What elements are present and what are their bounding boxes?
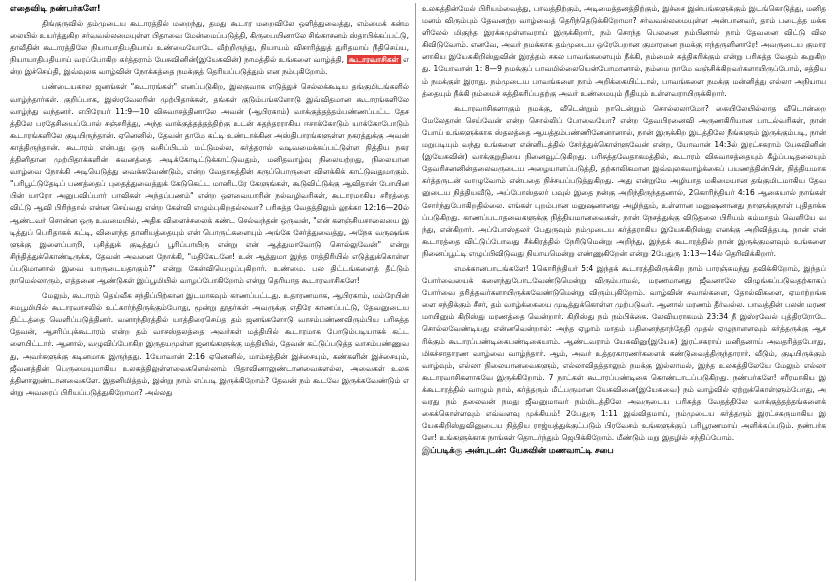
greeting-heading: எதைவிடி நண்பர்களே!	[10, 4, 101, 14]
signature: இப்படிக்கு அன்புடன்: யேசுவின் மணவாட்டி சபை	[422, 445, 614, 456]
heavenly-home-paragraph: கூடாரவாசிகளாகும் நமக்கு, வீடென்றும் நாடென்றும் சொல்லலாமோ? கையிலேயில்லாத வீடொன்றை மேலேதான் செய்வேன் என்ற சொல்லிப் போவையோ? என்ற தேவபிரனைவி அருணகிரியான பாடல்வரிகள், நான் போய் உங்களுக்காக ஸ்தலத்தை ஆயத்தம்பண்ணினேனானால், நான் இருக்கிற இடத்திலே நீங்களும் இருக்கும்படி, நான் மறுபடியும் வந்து உங்களை என்னிடத்தில் சேர்த்துக்கொள்ளுவேன் என்ற, யோவான் 14:3ல் இரட்சகராம் யேசுவினின் (இயேசுவின்) வாக்குறுதியை நினைவூட்டுகிறது. பரிசுத்தவேதாகமத்தில், கூடாரம் விசுவாசத்தையும் கீழ்ப்படிதலையும் தேவரிசனனின்தலைவருடைய அழையாளப்படுத்தி, தற்காலிகமான இவ்வுலகவாழ்க்கைப் பயணத்தின்பின், நித்தியமாக கர்த்தருடன் வாழுவோம் என்பதை நிச்சயப்படுத்துகிறது. அது என்றுமே அழியாத மகிமையான தங்குமிடமாகிய தேவனுடைய நித்தியவீடு, அப்போஸ்தலர் பவுல் இதை நன்கு அறிந்திருந்ததனால், 2கொரிந்தியர் 4:16 ஆகையால் நாங்கள் சோர்ந்துபோகிறதில்லை. எங்கள் புறம்பான மனுஷனானது அழிந்தும், உள்ளான மனுஷனானது நாளுக்குநாள் புதிதாக்கப்படுகிறது. காணப்படாதவைகளுக்கு நித்தியமானவைகள், நான் நேசத்துக்கு விடுதலை பிரியம் கம்மாதம் வெளியே வந்து, என்கிறார். அப்போஸ்தலர் பேதுருவும் நம்முடைய கர்த்தராகிய இயேசுகிறிஸ்து எனக்கு அறிவித்தபடி நான் என் கூடாரத்தை விட்டுப்போவது சீக்கிரத்தில் நேரிடுமென்று அறிந்து, இந்தக் கூடாரத்தில் நான் இருக்குமளவும் உங்களை நினைப்பூட்டி எழுப்பிவிடுவது நியாயமென்று எண்ணுகிறேன் என்று 2பேதுரு 1:13—14ல் தெரிவிக்கிறார்.	[422, 103, 826, 258]
right-column	[416, 3, 832, 581]
intro-text-b: என்ற இச்செய்தி, இவ்வுலக வாழ்வின் நோக்கத்தை நமக்குத் தெரியப்படுத்தும் என நம்புகிறோம்.	[10, 55, 409, 77]
divine-meeting-paragraph: மேலும், கூடாரம் தெய்வீக சந்திப்பிற்கான இடமாகவும் காணப்பட்டது. உதாரணமாக, ஆபிரகாம், மம்ரேயின் சமபூமியில் கூடாரவாசலில் உட்கார்ந்திருக்கும்போது, மூன்று தூதர்கள் அவருக்கு எதிரே காணப்பட்டு, தேவனுடைய திட்டத்தை வெளிப்படுத்தினர். வனாந்திரத்தில் யாத்திரைசெய்த தம் ஜனங்களோடு வாசம்பண்ணவிரும்பிய பரிசுத்த தேவன், ஆசரிப்புக்கூடாரம் என்ற தம் வாசஸ்தலத்தை அவர்கள் மத்தியில் கூடாரமாக போடும்படியாகக் கட்டளையிட்டார். ஆனால், வழுவிப்போகிற இருதயமுள்ள ஜனங்களுக்கு மத்தியில், தேவன் கட்டுப்படுத்த வாசம்பண்ணுவது, அவர்களுக்கு கடினமாக இருந்தது. 1யோவான் 2:16 ஏனெனில், மாம்சத்தின் இச்சையும், கண்களின் இச்சையும், ஜீவனத்தின் பெருமையுமாகிய உலகத்திலுள்ளவைகளெல்லாம் பிதாவினாலுண்டானவைகளல்ல, அவைகள் உலகத்தினாலுண்டானவைகளே. இதனிமித்தம், இன்று நாம் எப்படி இருக்கிறோம்? தேவன் நம் கூடவே இருக்கவேண்டும் என்று அவரைப் பிரியப்படுத்துகிறோமா? அல்லது	[10, 291, 409, 397]
lessons-paragraph: எமக்கானபாடங்களே! 1கொரிந்தியர் 5:4 இந்தக் கூடாரத்திலிருக்கிற நாம் பாரஞ்சுமந்து தவிக்கிறோம், இந்தப் போர்வையைக் களைந்துபோடவேண்டுமென்று விரும்பாமல், மரணமானது ஜீவனாலே விழுங்கப்படுவதற்காகப் போர்வை தரித்தவர்களாயிருக்கவேண்டுமென்று விரும்புகிறோம். வாழ்வின் சவால்களை, தோல்விகளை, ஏமாற்றங்களை சந்திக்கும் சீசர், தம் வாழ்க்கையை முடித்துக்கொள்ள முற்படுவர். ஆனால் மரணம் தீர்வல்ல. பாவத்தின் பலன் மரணமாயினும் கிறிஸ்து மரணத்தை வென்றார். கிறிஸ்து நம் நம்பிக்கை. லேவியராகமம் 23:34 நீ இஸ்ரவேல் புத்திரரோடே சொல்லவேண்டியது என்னவென்றால்: அந்த ஏழாம் மாதம் பதினைந்தாந்தேதி முதல் ஏழுநாளளவும் கர்த்தருக்கு ஆசரிக்கும் கூடாரப்பண்டிகைபண்டிகையாம். ஆண்டவராம் யேசுவினு(இயேசு) இரட்சகராய் மனிதனாய் அவதரித்தபோது, மிகச்சாதாரண வாழ்வை வாழ்ந்தார். ஆம், அவர் உத்தரகாரணர்களைக் கண்டுவைத்திருந்தாரார். வீடும், குடியிருக்கும் வாழ்வும், எல்லா நிலையானவைகளும், எல்லாவிதத்தாலும் நமக்கு இல்லாமல், இந்த உலகத்திலேயே மேலும் எல்லா கூடாரவாசிகளாகவே இருக்கிறோம். 7 நாட்கள் கூடாரப்பண்டிகை கொண்டாடப்படுகிறது. நண்பர்களே! சரீரமாகிய இக்கூடாரத்தில் வாழும் நாம், கர்த்தரும் மீட்பருமான யேசுவினை(இயேசுவை) நம் வாழ்வில் ஏற்றுக்கொள்ளும்போது, அவரது நம் தலைவன் நமது ஜீவனுமாவர் நம்மிடத்திலே அவருடைய பரிசுத்த வேதத்திலே வாக்குத்தத்தங்களைக் கைக்கொள்ளவும் எவ்வளவு முக்கியம்! 2பேதுரு 1:11 இவ்விதமாய், நம்முடைய கர்த்தரும் இரட்சகருமாகிய இயேசுகிறிஸ்துவினுடைய நித்திய ராஜ்யத்துக்குட்படும் பிரவேசம் உங்களுக்குப் பரிபூரணமாய் அளிக்கப்படும். நண்பர்களே! உங்களுக்காக நாங்கள் தொடர்ந்தும் ஜெபிக்கிறோம். மீண்டும் மறு இதழில் சந்திப்போம்.	[422, 263, 826, 443]
tent-history-paragraph: பண்டையகால ஜனங்கள் "கூடாரங்கள்" எனப்படுகிற, இலகுவாக எடுத்துச் செல்லக்கூடிய தங்குமிடங்களில் வாழ்ந்தார்கள். குறிப்பாக, இஸ்ரவேலரின் முற்பிதாக்கள், தங்கள் குடும்பங்களோடு இவ்விதமான கூடாரங்களிலே வாழ்ந்து வந்தனர். எபிரேயர் 11:9—10 விசுவாசத்தினாலே அவன் (ஆபிரகாம்) வாக்குத்தத்தம்பண்ணப்பட்ட தேசத்திலே பரதேசியைப்போல் சஞ்சரித்து, அந்த வாக்குத்தத்தத்திற்கு உடன் சுதந்தரராகிய ஈசாக்கோடும் யாக்கோபோடும் கூடாரங்களிலே குடியிருந்தான். ஏனெனில், தேவன் தாமே கட்டி உண்டாக்கின அஸ்திபாரங்களுள்ள நகரத்துக்கு அவன் காத்திருந்தான். கூடாரம் என்பது ஒரு வசிப்பிடம் மட்டுமல்ல, கர்த்தரால் வடிவமைக்கப்பட்டுள்ள நித்திய நகரத்தினிதான முற்பிதாக்களின் கவனத்தை அடிக்கோடிட்டுக்காட்டுவதும், மனிதவாழ்வு நிலையற்றது, நிலையான வாழ்வை நோக்கி அடியெடுத்து வைக்கவேண்டும், என்ற வேதாகத்தின் கருப்பொருளை விளக்கிக் காட்டுவதுமாகும். "பரிபூட்டுதேடிப் பணத்தைப் புதைத்துவைத்துக் கேடுகெட்ட மானிடரே கேளுங்கள், கூடுவிட்டுக்கு ஆவிதான் போயினபின் யாரோ அனுபவிப்பார் பாவிகள் அந்தப்பணம்" என்ற ஔவையாரின் நல்வழிவரிகள், கூடாரமாகிய சரீரத்தை விட்டு ஆவி பிரிந்தால் என்ன செய்வது என்ற கேள்வி எழும்புகிறதல்லவா? பரிசுத்த வேதத்திலும் லூக்கா 12:16—20ல் ஆண்டவர் சொன்ன ஒரு உவமையில், அதிக விளைச்சலைக் கண்ட செல்வந்தன் ஒருவன், "என் களஞ்சியசாலையை இடித்துப் பெரிதாகக் கட்டி, விளைந்த தானியத்தையும் என் பொருட்களையும் அங்கே சேர்த்துவைத்து, அநேக வருஷங்களுக்கு இளைப்பாறி, புசித்துக் குடித்துப் பூரிப்பாயிரு என்று என் ஆத்துமாவோடு சொல்லுவேன்" என்று சிந்தித்துக்கொண்டிருக்க, தேவன் அவனை நோக்கி, "மதிகேடனே! உன் ஆத்துமா இந்த ராத்திரியில் எடுத்துக்கொள்ளப்படுமானால் இவை யாருடையதாகும்?" என்று கேள்வியெழுப்புகிறார். உண்மை. பல திட்டங்களைத் தீட்டும் நாமெல்லாரும், எத்தனை ஆண்டுகள் இப்பூமியில் வாழப்போகிறோம் என்று தெரியாத கூடாரவாசிகளே!	[10, 82, 409, 285]
left-column	[4, 3, 416, 581]
highlight-tent-dwellers: கூடாரவாசிகள்	[348, 55, 399, 65]
intro-paragraph	[10, 18, 409, 78]
world-love-paragraph: உலகத்தின்மேல் பிரியம்வைத்து, பாவத்திற்கும், அடிமைத்தனத்திற்கும், இச்சை இன்பங்களுக்கும் இடங்கொடுத்து, மனித மனம் விரும்பும் தேவனற்ற வாழ்வைத் தெரிந்தெடுக்கிறோமா? சர்வவல்லமையுள்ள அன்பானவர், தாம் படைத்த மக்களிலேல் மிகுந்த இரக்கமுள்ளவராய் இருக்கிறார், நம் சொந்த பெலனை நம்பினால் நாம் தேவனை விட்டு விலகிவிடுவோம். எனவே, அவர் நமக்காக தம்முடைய ஒரேபேறான குமாரனை நமக்கு ஈந்தருளினாரே! அவருடைய குமாரனாகிய இயேசுகிறிஸ்துவின் இரத்தம் சகல பாவங்களையும் நீக்கி, நம்மைச் சுத்திகரிக்கும் என்று பரிசுத்த வேதம் கூறுகிறது. 1யோவான் 1: 8—9 நமக்குப் பாவமில்லையென்போமானால், நம்மை நாமே வஞ்சிக்கிறவர்களாயிருப்போம், சத்தியம் நமக்குள் இராது. நம்முடைய பாவங்களை நாம் அறிக்கையிட்டால், பாவங்களை நமக்கு மன்னித்து எல்லா அநியாயத்தையும் நீக்கி நம்மைச் சுத்திகரிப்பதற்கு அவர் உண்மையும் நீதியும் உள்ளவராயிருக்கிறார்.	[422, 4, 826, 98]
intro-text-a: திங்குருவில் தம்முடைய கூடாரத்தில் மறைந்து, தமது கூடார மறைவிலே ஒளித்துவைத்து, எம்மைக் கன்மலையில் உயர்த்துகிற சர்வவல்லமையுள்ள பிதாவை மேன்மைப்படுத்தி, கிருபையினாலே சிங்காசனம் ஸ்தாபிக்கப்பட்டு, தாவீதின் கூடாரத்திலே நியாயாதிபதியாய் உண்மையோடே வீற்றிருந்து, நியாயம் விசாரித்துத் துரிதமாய் நீதிசெய்ய, நியாயாதிபதியாய் வரப்போகிற கர்த்தராம் யேசுவினின்(இயேசுவின்) நாமத்தில் உங்களை வாழ்த்தி,	[10, 19, 409, 65]
